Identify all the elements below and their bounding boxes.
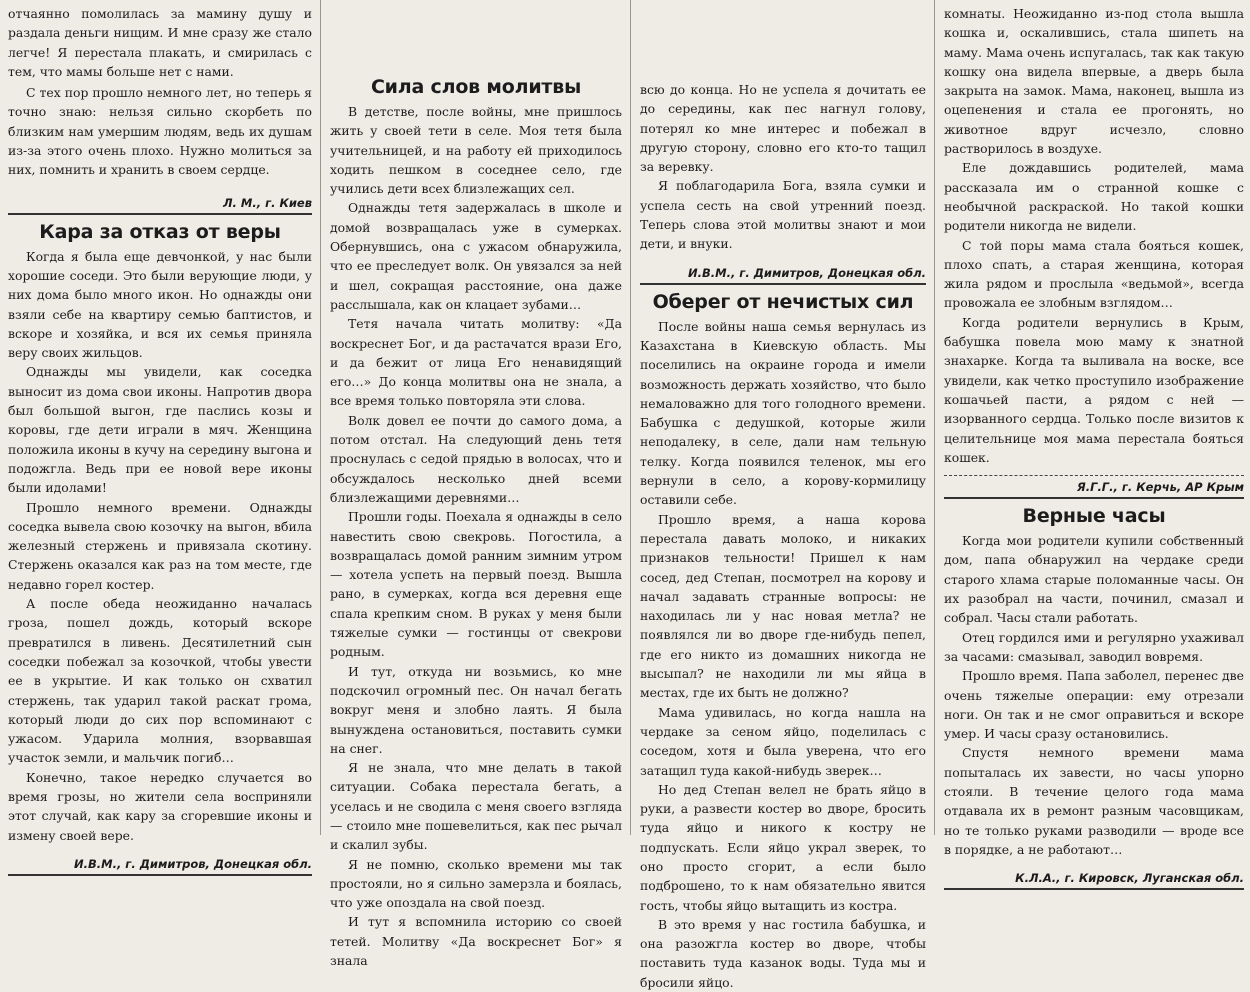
- article-title: Верные часы: [1022, 505, 1166, 528]
- column-2: [322, 62, 628, 969]
- paragraph: Я поблагодарила Бога, взяла сумки и успела сесть на свой утренний поезд. Теперь слова этой молитвы знают и мои дети, и внуки.: [640, 178, 926, 252]
- paragraph: И тут, откуда ни возьмись, ко мне подскочил огромный пес. Он начал бегать вокруг меня и злобно лаять. Я была вынуждена остановиться, поставить сумки на снег.: [330, 663, 622, 756]
- paragraph: всю до конца. Но не успела я дочитать ее до середины, как пес нагнул голову, потерял ко мне интерес и побежал в другую сторону, словно его кто-то тащил за веревку.: [640, 82, 926, 175]
- column-divider: [320, 0, 321, 835]
- paragraph: Мама удивилась, но когда нашла на чердаке за сеном яйцо, поделилась с соседом, хотя и была уверена, что его затащил туда какой-нибудь зверек…: [640, 704, 926, 778]
- column-4: [936, 0, 1250, 886]
- paragraph: И тут я вспомнила историю со своей тетей. Молитву «Да воскреснет Бог» я знала: [330, 914, 622, 969]
- paragraph: Конечно, такое нередко случается во время грозы, но жители села восприняли этот случай, как кару за сгоревшие иконы и измену своей вере.: [8, 769, 312, 843]
- author-signature: К.Л.А., г. Кировск, Луганская обл.: [944, 869, 1244, 890]
- paragraph: Когда мои родители купили собственный дом, папа обнаружил на чердаке среди старого хлама старые поломанные часы. Он их разобрал на части, починил, смазал и собрал. Часы стали работать.: [944, 533, 1244, 626]
- paragraph: Прошло время, а наша корова перестала давать молоко, и никаких признаков тельности! Пришел к нам сосед, дед Степан, посмотрел на корову и начал задавать странные вопросы: не находилась ли у нас новая метла? не появлялся ли во дворе где-нибудь пепел, где его никто из домашних никогда не высыпал? не находили ли мы яйца в местах, где их быть не должно?: [640, 511, 926, 701]
- paragraph: Однажды мы увидели, как соседка выносит из дома свои иконы. Напротив двора был большой выгон, где паслись козы и коровы, где дети играли в мяч. Женщина положила иконы в кучу на середину выгона и подожгла. Ведь при ее новой вере иконы были идолами!: [8, 364, 312, 496]
- paragraph: Спустя немного времени мама попыталась их завести, но часы упорно стояли. В течение целого года мама отдавала их в ремонт разным часовщикам, но те только руками разводили — вроде все в порядке, а не работают…: [944, 745, 1244, 857]
- author-signature: И.В.М., г. Димитров, Донецкая обл.: [8, 855, 312, 876]
- paragraph: Волк довел ее почти до самого дома, а потом отстал. На следующий день тетя проснулась с седой прядью в волосах, что и обсуждалось несколько дней всеми близлежащими деревнями…: [330, 412, 622, 505]
- paragraph: Когда родители вернулись в Крым, бабушка повела мою маму к знатной знахарке. Когда та выливала на воске, все увидели, как четко проступило изображение кошачьей пасти, а рядом с ней — изорванного сердца. Только после визитов к целительнице моя мама перестала бояться кошек.: [944, 314, 1244, 465]
- paragraph: Отец гордился ими и регулярно ухаживал за часами: смазывал, заводил вовремя.: [944, 629, 1244, 664]
- paragraph: Когда я была еще девчонкой, у нас были хорошие соседи. Это были верующие люди, у них дома было много икон. Но однажды они взяли себе на квартиру семью баптистов, и вскоре и хозяйка, и вся их семья приняла веру своих жильцов.: [8, 248, 312, 361]
- paragraph: Но дед Степан велел не брать яйцо в руки, а развести костер во дворе, бросить туда яйцо и никого к костру не подпускать. Если яйцо украл зверек, то оно просто сгорит, а если было подброшено, то к нам обязательно явится гость, чтобы яйцо вытащить из костра.: [640, 781, 926, 913]
- column-3: [632, 0, 932, 990]
- paragraph: Однажды тетя задержалась в школе и домой возвращалась уже в сумерках. Обернувшись, она с ужасом обнаружила, что ее преследует волк. Он увязался за ней и шел, сокращая расстояние, она даже расслышала, как он клацает зубами…: [330, 200, 622, 312]
- paragraph: С тех пор прошло немного лет, но теперь я точно знаю: нельзя сильно скорбеть по близким нам умершим людям, ведь их душам из-за этого очень плохо. Нужно молиться за них, помнить и хранить в своем сердце.: [8, 85, 312, 178]
- author-signature: И.В.М., г. Димитров, Донецкая обл.: [640, 264, 926, 285]
- paragraph: Тетя начала читать молитву: «Да воскреснет Бог, и да растачатся врази Его, и да бежит от лица Его ненавидящий его…» До конца молитвы она не знала, а все время только повторяла эти слова.: [330, 316, 622, 409]
- author-signature: Л. М., г. Киев: [8, 194, 312, 215]
- paragraph: Прошли годы. Поехала я однажды в село навестить свою свекровь. Погостила, а возвращалась домой ранним зимним утром — хотела успеть на первый поезд. Вышла рано, в сумерках, когда вся деревня еще спала крепким сном. В руках у меня были тяжелые сумки — гостинцы от свекрови родным.: [330, 509, 622, 660]
- paragraph: Я не знала, что мне делать в такой ситуации. Собака перестала бегать, а уселась и не сводила с меня своего взгляда — стоило мне пошевелиться, как пес рычал и скалил зубы.: [330, 760, 622, 853]
- divider: [944, 475, 1244, 476]
- column-divider: [630, 0, 631, 835]
- paragraph: В детстве, после войны, мне пришлось жить у своей тети в селе. Моя тетя была учительницей, и на работу ей приходилось ходить пешком в соседнее село, где учились дети всех близлежащих сел.: [330, 104, 622, 197]
- paragraph: Я не помню, сколько времени мы так простояли, но я сильно замерзла и боялась, что уже опоздала на свой поезд.: [330, 856, 622, 911]
- article-title: Оберег от нечистых сил: [652, 290, 914, 313]
- paragraph: А после обеда неожиданно началась гроза, пошел дождь, который вскоре превратился в ливень. Десятилетний сын соседки побежал за козочкой, чтобы увести ее в укрытие. И как только он схватил стержень, так ударил такой раскат грома, который люди до сих пор вспоминают с ужасом. Ударила молния, взорвавшая участок земли, и мальчик погиб…: [8, 596, 312, 766]
- paragraph: Еле дождавшись родителей, мама рассказала им о странной кошке с необычной раскраской. Но такой кошки родители никогда не видели.: [944, 160, 1244, 234]
- paragraph: комнаты. Неожиданно из-под стола вышла кошка и, оскалившись, стала шипеть на маму. Мама очень испугалась, так как такую кошку она видела впервые, а дверь была закрыта на замок. Мама, наконец, вышла из оцепенения и стала ее прогонять, но животное вдруг исчезло, словно растворилось в воздухе.: [944, 6, 1244, 157]
- paragraph: отчаянно помолилась за мамину душу и раздала деньги нищим. И мне сразу же стало легче! Я перестала плакать, и смирилась с тем, что мамы больше нет с нами.: [8, 6, 312, 79]
- column-1: [0, 0, 318, 871]
- paragraph: Прошло немного времени. Однажды соседка вывела свою козочку на выгон, вбила железный стержень и привязала скотину. Стержень оказался как раз на том месте, где недавно горел костер.: [8, 499, 312, 592]
- paragraph: С той поры мама стала бояться кошек, плохо спать, а старая женщина, которая жила рядом и прослыла «ведьмой», всегда провожала ее злобным взглядом…: [944, 237, 1244, 311]
- column-divider: [934, 0, 935, 835]
- paragraph: Прошло время. Папа заболел, перенес две очень тяжелые операции: ему отрезали ноги. Он так и не смог оправиться и вскоре умер. И часы сразу остановились.: [944, 668, 1244, 742]
- author-signature: Я.Г.Г., г. Керчь, АР Крым: [944, 478, 1244, 499]
- paragraph: В это время у нас гостила бабушка, и она разожгла костер во дворе, чтобы поставить туда казанок воды. Туда мы и бросили яйцо.: [640, 916, 926, 990]
- article-title: Сила слов молитвы: [370, 76, 582, 98]
- article-title: Кара за отказ от веры: [39, 220, 281, 243]
- paragraph: После войны наша семья вернулась из Казахстана в Киевскую область. Мы поселились на окраине города и имели возможность держать хозяйство, что было немаловажно для того голодного времени. Бабушка с дедушкой, которые жили неподалеку, в селе, дали нам тельную телку. Когда появился теленок, мы его вернули в село, а корову-кормилицу оставили себе.: [640, 318, 926, 508]
